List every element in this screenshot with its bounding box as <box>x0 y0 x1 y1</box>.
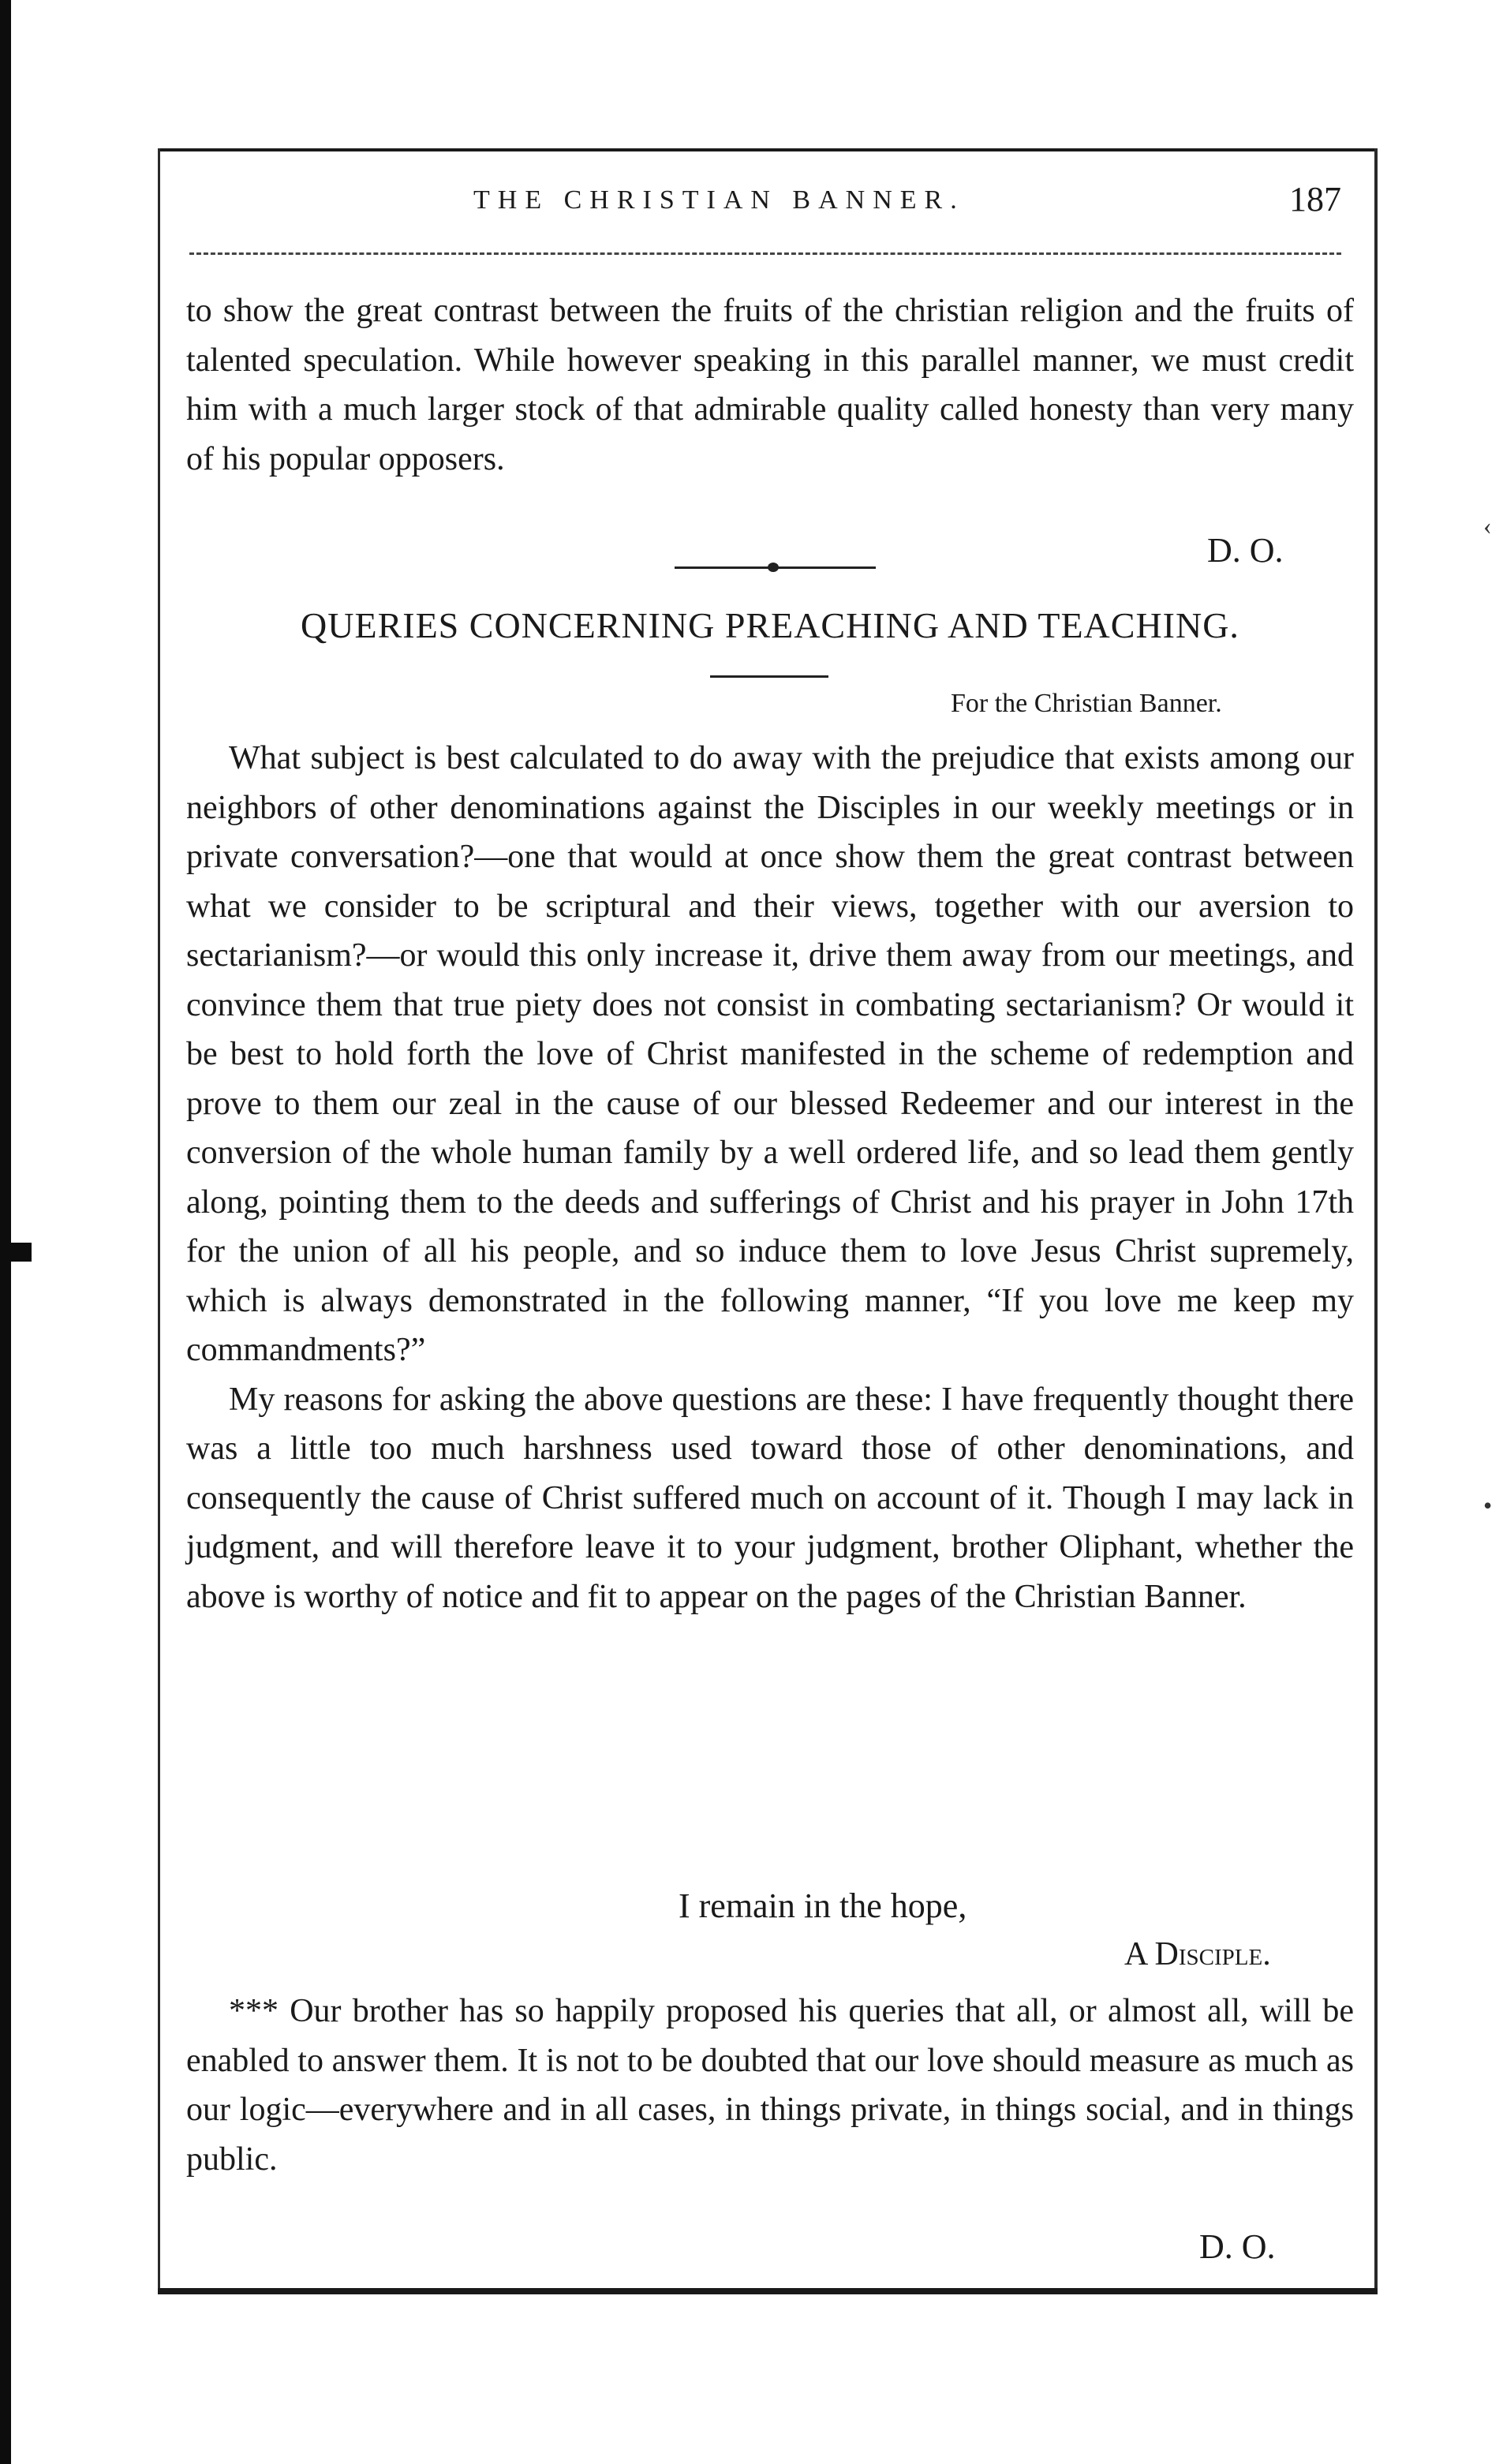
editor-note: *** Our brother has so happily proposed his queries that all, or almost all, will be enabled to answer them. It is not to be doubted that our love should measure as much as our logic—everywhere and in all cases, in things private, in things social, and in things public. <box>186 1993 1354 2178</box>
scan-edge-notch <box>0 1243 32 1262</box>
page-number: 187 <box>1289 180 1341 219</box>
previous-article-closing: to show the great contrast between the fruits of the christian religion and the fruits of talented speculation. While however speaking in this parallel manner, we must credit him with a much larger stock of that admirable quality called honesty than very many of his popular opposers. <box>186 293 1354 477</box>
running-head <box>181 180 1357 233</box>
article-signature: A Disciple. <box>1124 1936 1271 1972</box>
scan-edge <box>0 0 11 2464</box>
margin-mark: ‹ <box>1483 511 1492 540</box>
article-paragraph: What subject is best calculated to do away with the prejudice that exists among our neighbors of other denominations against the Disciples in our weekly meetings or in private conversation?—one that would at once show them the great contrast between what we consider to be scriptural and their views, together with our aversion to sectarianism?—or would this only increase it, drive them away from our meetings, and convince them that true piety does not consist in combating sectarianism? Or would it be best to hold forth the love of Christ manifested in the scheme of redemption and prove to them our zeal in the cause of our blessed Redeemer and our interest in the conversion of the whole human family by a well ordered life, and so lead them gently along, pointing them to the deeds and sufferings of Christ and his prayer in John 17th for the union of all his people, and so induce them to love Jesus Christ supremely, which is always demonstrated in the following manner, “If you love me keep my commandments?” <box>186 740 1354 1368</box>
editor-note-signature: D. O. <box>1199 2227 1276 2266</box>
margin-mark: • <box>1483 1491 1493 1520</box>
article-body <box>186 734 1354 1621</box>
article-paragraph: My reasons for asking the above questions are these: I have frequently thought there was a little too much harshness used toward those of other denominations, and consequently the cause of Christ suffered much on account of it. Though I may lack in judgment, and will therefore leave it to your judgment, brother Oliphant, whether the above is worthy of notice and fit to appear on the pages of the Christian Banner. <box>186 1381 1354 1615</box>
article-title: QUERIES CONCERNING PREACHING AND TEACHING. <box>301 605 1239 645</box>
page-border-right <box>1374 148 1378 2294</box>
title-rule <box>710 675 828 678</box>
running-title: THE CHRISTIAN BANNER. <box>473 185 965 215</box>
article-credit: For the Christian Banner. <box>951 689 1222 718</box>
section-divider-ornament <box>768 563 779 572</box>
previous-article-signature: D. O. <box>1207 531 1284 570</box>
page-border-left <box>158 148 160 2294</box>
article-closing: I remain in the hope, <box>679 1886 967 1925</box>
page-border-top <box>158 148 1377 151</box>
header-rule <box>189 252 1341 255</box>
page-border-bottom <box>158 2288 1378 2294</box>
